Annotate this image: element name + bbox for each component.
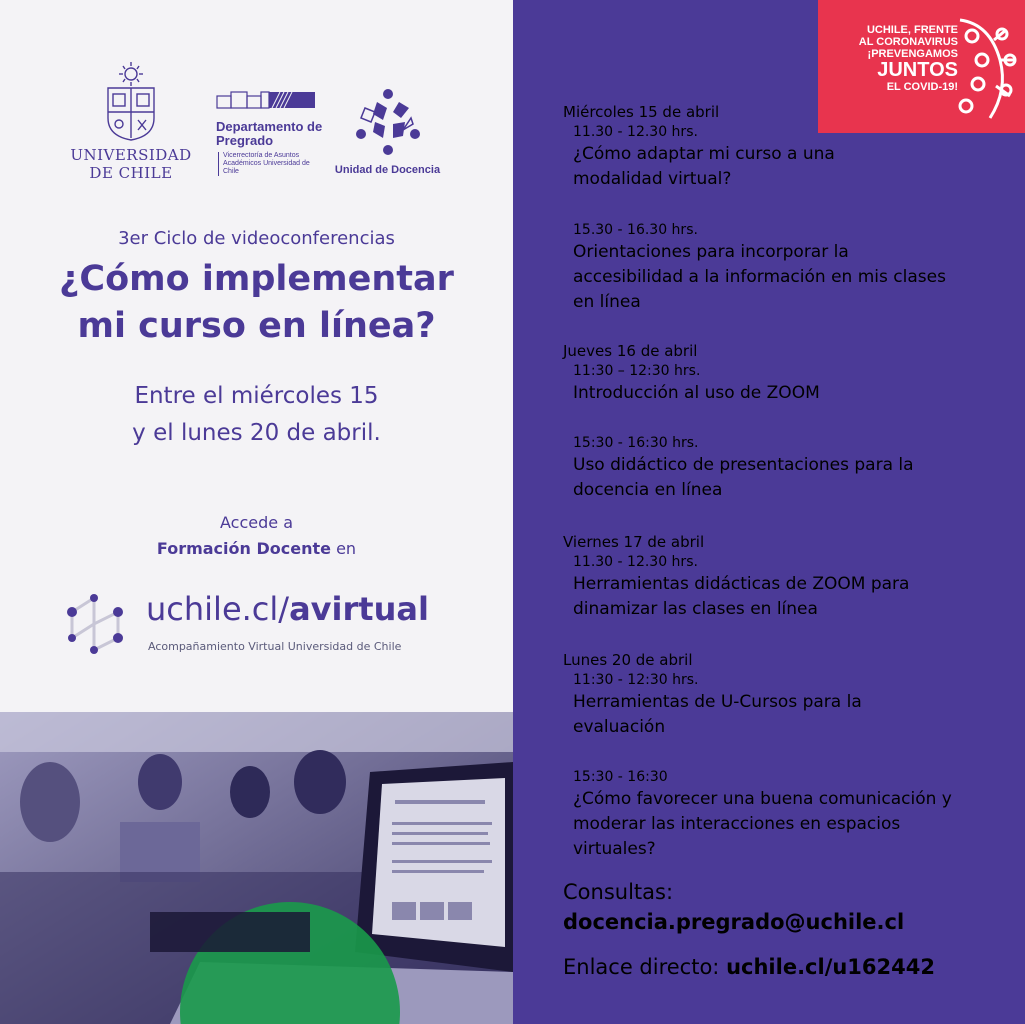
uchile-logo — [70, 62, 192, 182]
event-dates — [0, 378, 513, 452]
session-time: 15:30 - 16:30 hrs. — [573, 435, 699, 451]
departamento-mark-icon — [216, 90, 316, 110]
unidad-docencia-logo — [330, 88, 445, 176]
departamento-logo — [216, 90, 326, 176]
session-time: 11:30 - 12:30 hrs. — [573, 672, 699, 688]
session-title: ¿Cómo favorecer una buena comunicación y moderar las interacciones en espacios virtuales? — [573, 789, 952, 859]
session-time: 11.30 - 12.30 hrs. — [573, 124, 698, 140]
schedule-session — [563, 220, 983, 315]
avirtual-url-prefix: uchile.cl/ — [146, 590, 290, 628]
session-time: 15:30 - 16:30 — [573, 769, 668, 785]
session-title: Introducción al uso de ZOOM — [573, 383, 820, 403]
departamento-subtitle: Vicerrectoría de Asuntos Académicos Universidad de Chile — [218, 152, 326, 176]
schedule-day-friday — [563, 532, 983, 622]
session-time: 11.30 - 12.30 hrs. — [573, 554, 698, 570]
access-info — [0, 510, 513, 562]
unidad-docencia-name: Unidad de Docencia — [334, 164, 441, 176]
session-time: 15.30 - 16.30 hrs. — [573, 222, 698, 238]
avirtual-url[interactable] — [146, 590, 429, 628]
event-dates-line2: y el lunes 20 de abril. — [132, 420, 381, 446]
day-label: Lunes 20 de abril — [563, 651, 693, 669]
covid-line2: AL CORONAVIRUS — [858, 36, 958, 48]
departamento-name: Departamento de Pregrado — [216, 119, 323, 148]
day-label: Viernes 17 de abril — [563, 533, 705, 551]
classroom-photo-image — [0, 712, 513, 1024]
avirtual-subtitle: Acompañamiento Virtual Universidad de Chile — [148, 640, 402, 653]
classroom-photo — [0, 712, 513, 1024]
avirtual-url-bold: avirtual — [289, 590, 429, 628]
covid-line3: ¡PREVENGAMOS — [867, 48, 958, 60]
direct-link-label: Enlace directo: — [563, 955, 720, 979]
schedule-day-monday — [563, 650, 983, 740]
covid-line1: UCHILE, FRENTE — [866, 24, 958, 36]
event-dates-line1: Entre el miércoles 15 — [134, 383, 379, 409]
session-title: Uso didáctico de presentaciones para la docencia en línea — [573, 455, 914, 500]
event-subtitle: 3er Ciclo de videoconferencias — [118, 228, 395, 249]
session-title: Orientaciones para incorporar la accesibilidad a la información en mis clases en línea — [573, 242, 946, 312]
covid-line4: JUNTOS — [877, 59, 958, 81]
session-title: Herramientas de U-Cursos para la evaluación — [573, 692, 862, 737]
schedule-day-wednesday — [563, 102, 983, 192]
covid-line5: EL COVID-19! — [886, 81, 958, 93]
access-en: en — [336, 539, 357, 558]
uchile-name: UNIVERSIDAD DE CHILE — [70, 146, 192, 182]
contact-email-link[interactable]: docencia.pregrado@uchile.cl — [563, 910, 905, 934]
contact-label: Consultas: — [563, 880, 674, 904]
day-label: Jueves 16 de abril — [563, 342, 698, 360]
formacion-docente-label: Formación Docente — [156, 539, 331, 558]
unidad-docencia-mark-icon — [353, 88, 423, 156]
access-line2 — [0, 536, 513, 562]
day-label: Miércoles 15 de abril — [563, 103, 720, 121]
direct-link-url[interactable]: uchile.cl/u162442 — [726, 955, 935, 979]
session-time: 11:30 – 12:30 hrs. — [573, 363, 701, 379]
direct-link[interactable] — [563, 955, 935, 979]
schedule-session — [563, 767, 983, 862]
event-title-line2: mi curso en línea? — [77, 306, 436, 346]
event-title — [0, 256, 513, 350]
access-line1: Accede a — [220, 513, 293, 532]
schedule-session — [563, 433, 983, 503]
session-title: ¿Cómo adaptar mi curso a una modalidad virtual? — [573, 144, 835, 189]
avirtual-network-icon — [64, 594, 126, 654]
covid-text — [828, 24, 958, 93]
schedule-day-thursday — [563, 341, 983, 406]
event-title-line1: ¿Cómo implementar — [59, 259, 454, 299]
avirtual-block[interactable] — [64, 590, 484, 660]
session-title: Herramientas didácticas de ZOOM para dinamizar las clases en línea — [573, 574, 910, 619]
uchile-crest-icon — [96, 62, 166, 142]
